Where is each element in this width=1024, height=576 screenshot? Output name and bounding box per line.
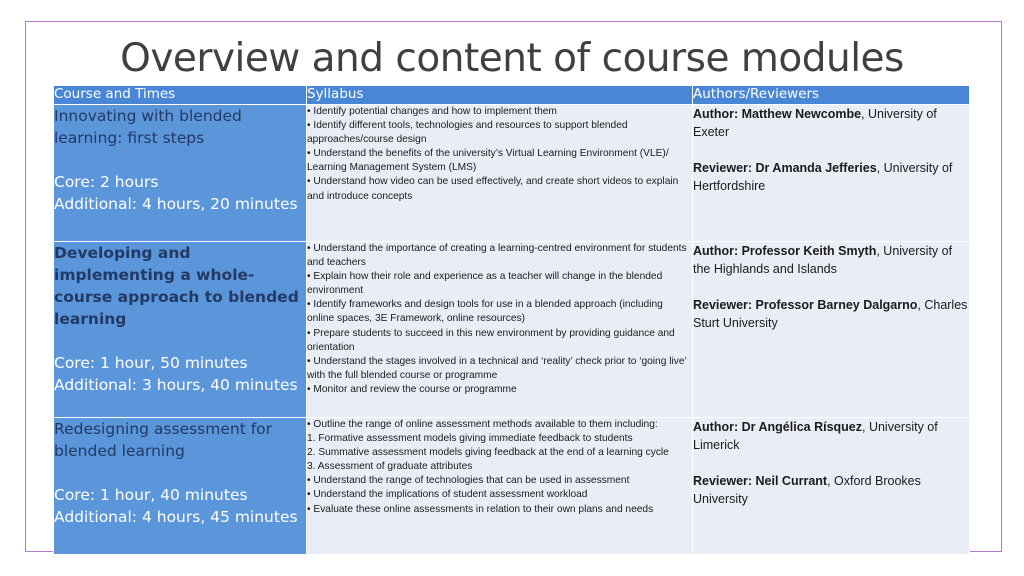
reviewer-name: Reviewer: Dr Amanda Jefferies [693,161,877,175]
syllabus-item: • Understand the importance of creating a learning-centred environment for students and teachers [307,243,687,269]
syllabus-item: • Understand the stages involved in a technical and ‘reality’ check prior to ‘going live’ with the full blended course or programme [307,355,687,381]
additional-time: Additional: 4 hours, 20 minutes [54,195,298,213]
syllabus-cell [307,418,693,555]
modules-table [53,85,970,555]
reviewer-line [693,296,969,332]
header-authors-reviewers: Authors/Reviewers [693,86,970,105]
reviewer-line [693,159,969,195]
syllabus-item: • Outline the range of online assessment methods available to them including: [307,419,658,430]
author-name: Author: Dr Angélica Rísquez [693,420,862,434]
header-course-and-times: Course and Times [54,86,307,105]
course-title: Developing and implementing a whole-course approach to blended learning [54,244,299,328]
syllabus-item: • Prepare students to succeed in this new environment by providing guidance and orientation [307,327,675,353]
author-affiliation: , University of the Highlands and Islands [693,244,953,276]
author-line [693,105,969,141]
table-header-row [54,86,970,105]
table-row [54,105,970,242]
syllabus-item: • Explain how their role and experience as a teacher will change in the blended environment [307,271,663,297]
syllabus-item: • Understand how video can be used effectively, and create short videos to explain and introduce concepts [307,176,679,202]
authors-cell [693,418,970,555]
syllabus-item: 3. Assessment of graduate attributes [307,461,473,473]
reviewer-line [693,472,969,508]
additional-time: Additional: 4 hours, 45 minutes [54,508,298,526]
author-name: Author: Professor Keith Smyth [693,244,877,258]
table-row [54,242,970,418]
reviewer-name: Reviewer: Professor Barney Dalgarno [693,298,918,312]
course-title: Redesigning assessment for blended learning [54,420,273,460]
syllabus-item: • Identify potential changes and how to implement them [307,106,557,117]
additional-time: Additional: 3 hours, 40 minutes [54,376,298,394]
core-time: Core: 1 hour, 50 minutes [54,354,248,372]
reviewer-name: Reviewer: Neil Currant [693,474,828,488]
course-cell [54,105,307,242]
syllabus-item: • Identify different tools, technologies and resources to support blended approaches/course design [307,120,628,146]
core-time: Core: 1 hour, 40 minutes [54,486,248,504]
syllabus-item: • Understand the implications of student assessment workload [307,489,588,501]
reviewer-affiliation: , Oxford Brookes University [693,474,921,506]
course-cell [54,418,307,555]
syllabus-cell [307,242,693,418]
page-title: Overview and content of course modules [120,36,904,81]
course-title: Innovating with blended learning: first steps [54,107,242,147]
syllabus-item: • Understand the range of technologies that can be used in assessment [307,475,630,487]
author-affiliation: , University of Limerick [693,420,938,452]
syllabus-item: • Monitor and review the course or programme [307,383,517,395]
reviewer-affiliation: , Charles Sturt University [693,298,968,330]
syllabus-item: 2. Summative assessment models giving feedback at the end of a learning cycle [307,447,669,459]
authors-cell [693,242,970,418]
syllabus-cell [307,105,693,242]
course-cell [54,242,307,418]
core-time: Core: 2 hours [54,173,159,191]
table-row [54,418,970,555]
header-syllabus: Syllabus [307,86,693,105]
author-name: Author: Matthew Newcombe [693,107,862,121]
syllabus-item: 1. Formative assessment models giving immediate feedback to students [307,433,633,445]
syllabus-item: • Evaluate these online assessments in relation to their own plans and needs [307,503,654,515]
syllabus-item: • Identify frameworks and design tools for use in a blended approach (including online spaces, 3E Framework, online resources) [307,299,663,325]
syllabus-item: • Understand the benefits of the university’s Virtual Learning Environment (VLE)/ Learning Management System (LMS) [307,148,669,174]
author-line [693,418,969,454]
reviewer-affiliation: , University of Hertfordshire [693,161,953,193]
author-affiliation: , University of Exeter [693,107,937,139]
author-line [693,242,969,278]
authors-cell [693,105,970,242]
